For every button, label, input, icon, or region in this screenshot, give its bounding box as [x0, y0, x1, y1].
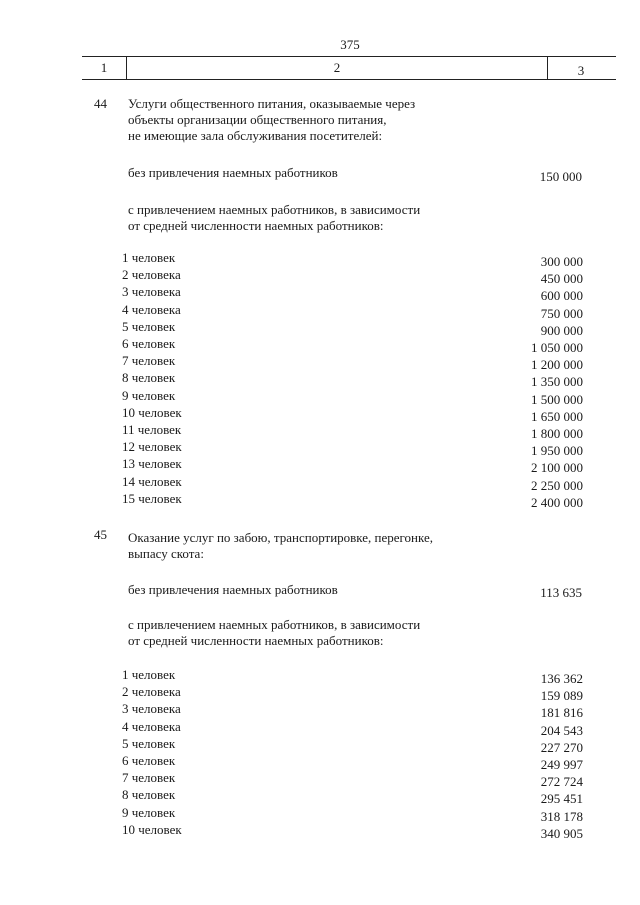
row-value: 2 250 000 [531, 477, 583, 493]
table-row [0, 267, 640, 287]
row-value: 159 089 [540, 688, 583, 704]
table-row [0, 753, 640, 770]
row-label: 6 человек [122, 753, 176, 768]
section-title-line: выпасу скота: [128, 546, 204, 561]
row-label: 7 человек [122, 770, 176, 786]
section-title-line: Услуги общественного питания, оказываемые через [128, 96, 416, 111]
row-label: 10 человек [122, 821, 182, 837]
header-col-1: 1 [100, 60, 108, 75]
row-value: 1 950 000 [531, 443, 583, 459]
table-row [0, 701, 640, 721]
with-workers-line: с привлечением наемных работников, в зависимости [128, 202, 421, 217]
row-value: 1 050 000 [531, 340, 583, 355]
row-value: 450 000 [540, 271, 583, 287]
row-value: 136 362 [540, 671, 583, 686]
table-row [0, 805, 640, 822]
row-value: 1 800 000 [531, 426, 583, 441]
row-label: 14 человек [122, 473, 182, 489]
header-col-3: 3 [577, 63, 585, 78]
row-label: 5 человек [122, 318, 176, 334]
row-label: 8 человек [122, 787, 176, 803]
row-label: 3 человека [122, 701, 181, 717]
row-label: 6 человек [122, 336, 176, 351]
table-row [0, 822, 640, 839]
row-value: 750 000 [540, 305, 583, 321]
table-row [0, 353, 640, 373]
table-row [0, 405, 640, 422]
with-workers-line: от средней численности наемных работников: [128, 218, 384, 233]
row-label: 1 человек [122, 250, 176, 265]
table-header [82, 56, 616, 80]
row-label: 9 человек [122, 387, 176, 403]
row-value: 1 200 000 [531, 357, 583, 373]
table-row [0, 491, 640, 508]
table-row [0, 719, 640, 736]
row-value: 900 000 [540, 322, 583, 338]
table-row [0, 302, 640, 319]
table-row [0, 370, 640, 390]
section-title-line: объекты организации общественного питания, [128, 112, 387, 127]
table-row [0, 336, 640, 353]
with-workers-line: с привлечением наемных работников, в зависимости [128, 617, 421, 632]
row-label: 3 человека [122, 284, 181, 300]
row-value: 600 000 [540, 288, 583, 304]
row-label: 12 человек [122, 439, 182, 455]
row-label: 4 человека [122, 301, 181, 317]
row-label: 10 человек [122, 404, 182, 420]
row-label: 4 человека [122, 718, 181, 734]
row-value: 1 500 000 [531, 391, 583, 407]
no-workers-label: без привлечения наемных работников [128, 582, 338, 597]
row-label: 8 человек [122, 370, 176, 386]
table-row [0, 770, 640, 790]
row-label: 2 человека [122, 267, 181, 283]
header-col-2: 2 [126, 57, 548, 79]
table-row [0, 284, 640, 304]
row-value: 1 350 000 [531, 374, 583, 390]
table-row [0, 250, 640, 267]
row-value: 181 816 [540, 705, 583, 721]
table-row [0, 319, 640, 336]
section-number: 44 [94, 96, 107, 111]
table-row [0, 736, 640, 753]
row-value: 2 100 000 [531, 460, 583, 476]
row-value: 295 451 [540, 791, 583, 807]
row-value: 204 543 [540, 722, 583, 738]
row-value: 2 400 000 [531, 494, 583, 510]
row-value: 227 270 [540, 739, 583, 755]
row-label: 15 человек [122, 490, 182, 506]
no-workers-value: 150 000 [539, 169, 582, 184]
table-row [0, 422, 640, 439]
table-row [0, 439, 640, 459]
table-row [0, 388, 640, 405]
table-row [0, 456, 640, 476]
table-row [0, 474, 640, 491]
row-value: 272 724 [540, 774, 583, 790]
row-label: 9 человек [122, 804, 176, 820]
row-value: 1 650 000 [531, 408, 583, 424]
row-value: 249 997 [540, 757, 583, 772]
table-row [0, 787, 640, 807]
row-label: 7 человек [122, 353, 176, 369]
row-label: 1 человек [122, 667, 176, 682]
row-value: 318 178 [540, 808, 583, 824]
no-workers-value: 113 635 [540, 585, 582, 600]
row-label: 5 человек [122, 735, 176, 751]
section-title-line: Оказание услуг по забою, транспортировке, перегонке, [128, 530, 434, 545]
row-value: 340 905 [540, 825, 583, 841]
row-label: 2 человека [122, 684, 181, 700]
row-label: 11 человек [122, 422, 182, 437]
table-row [0, 667, 640, 684]
row-value: 300 000 [540, 254, 583, 269]
page-number: 375 [340, 37, 360, 52]
table-row [0, 684, 640, 704]
with-workers-line: от средней численности наемных работников: [128, 633, 384, 648]
section-title-line: не имеющие зала обслуживания посетителей: [128, 128, 383, 143]
row-label: 13 человек [122, 456, 182, 472]
section-number: 45 [94, 527, 107, 542]
no-workers-label: без привлечения наемных работников [128, 165, 338, 180]
